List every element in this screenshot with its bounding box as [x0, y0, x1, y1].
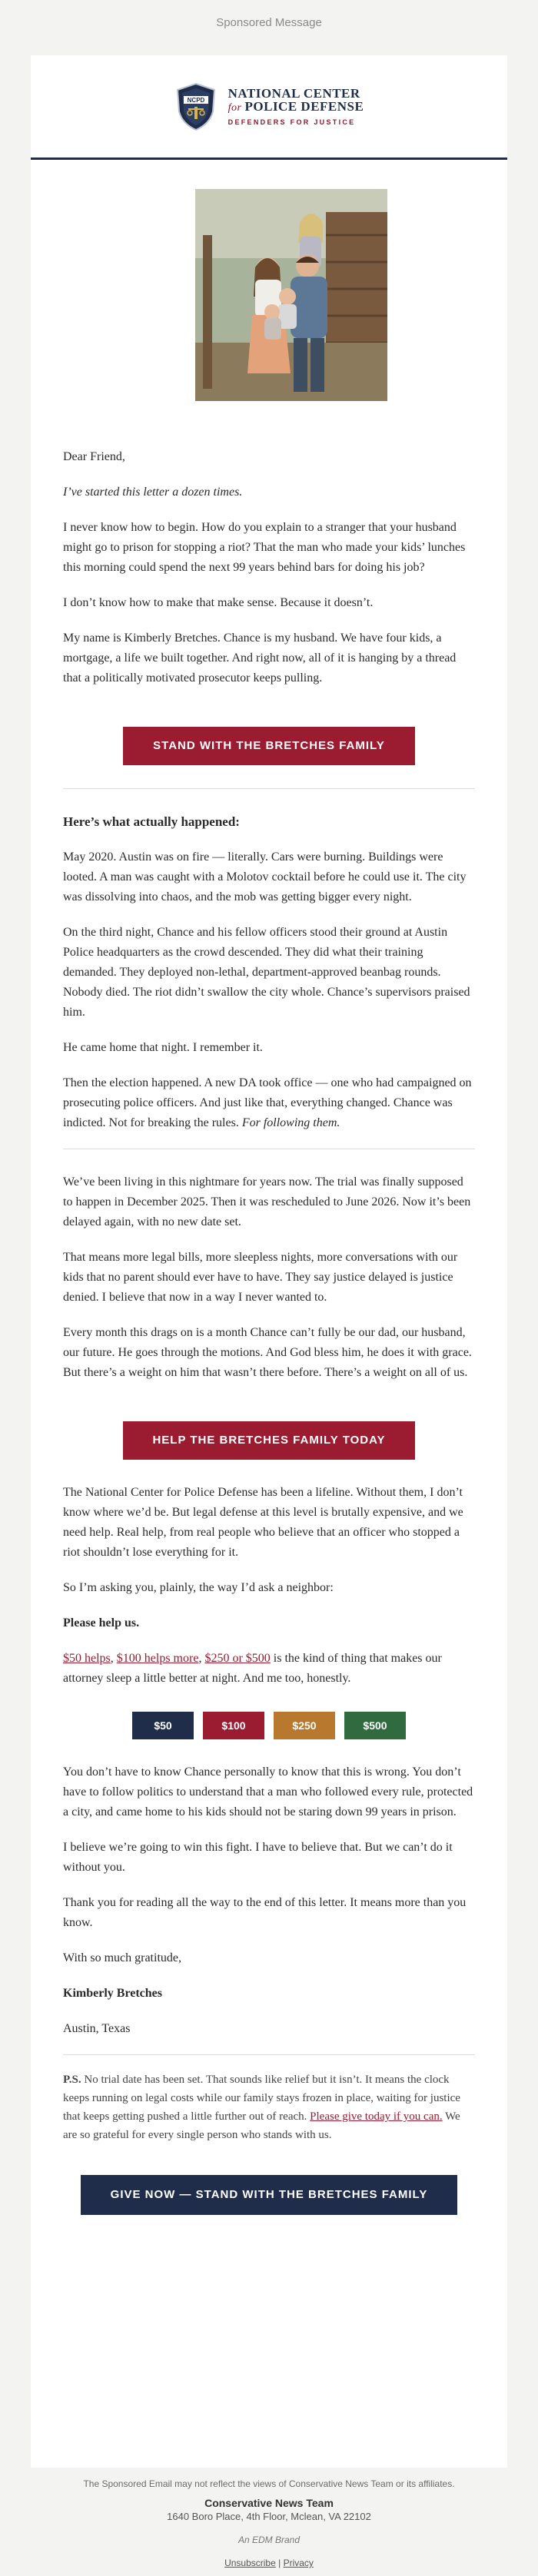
badge-text: NCPD — [187, 96, 204, 104]
letter-paragraph: He came home that night. I remember it. — [63, 1041, 263, 1054]
footer-address: 1640 Boro Place, 4th Floor, Mclean, VA 22102 — [167, 2511, 371, 2522]
letter-paragraph: You don’t have to know Chance personally to know that this is wrong. You don’t have to follow politics to understand that a man who followed every rule, protected a city, and came home to his kids should not be staring down 99 years in prison. — [63, 1765, 473, 1818]
cta-row — [63, 2175, 475, 2215]
signature-location: Austin, Texas — [63, 2022, 131, 2035]
unsubscribe-link[interactable]: Unsubscribe — [224, 2558, 276, 2568]
privacy-link[interactable]: Privacy — [283, 2558, 314, 2568]
give-250-500-link[interactable]: $250 or $500 — [204, 1652, 271, 1665]
amount-500-button[interactable]: $500 — [344, 1712, 406, 1739]
brand-name-line2 — [228, 100, 364, 114]
footer-disclaimer: The Sponsored Email may not reflect the views of Conservative News Team or its affiliates. — [83, 2478, 455, 2489]
divider — [63, 788, 475, 789]
give-50-link[interactable]: $50 helps — [63, 1652, 111, 1665]
give-today-link[interactable]: Please give today if you can. — [310, 2110, 443, 2123]
brand-name-line1: NATIONAL CENTER — [227, 85, 360, 101]
divider — [63, 2054, 475, 2055]
ps-text: No trial date has been set. That sounds like relief but it isn’t. It means the clock keeps running on legal costs while our family stays frozen in place, waiting for justice that keeps getting pushed a little further out of reach. — [63, 2074, 460, 2123]
brand-for: for — [227, 102, 242, 114]
link-separator: , — [110, 1652, 117, 1665]
email-footer — [0, 2472, 538, 2568]
email-card — [31, 55, 507, 2468]
footer-edm-brand: An EDM Brand — [237, 2535, 301, 2545]
stand-with-family-button[interactable]: STAND WITH THE BRETCHES FAMILY — [123, 727, 415, 765]
letter-paragraph: Every month this drags on is a month Chance can’t fully be our dad, our husband, our future. He goes through the motions. And God bless him, he does it with grace. But there’s a weight on him that wasn’t there before. There’s a weight on all of us. — [63, 1326, 472, 1379]
closing: With so much gratitude, — [63, 1951, 181, 1964]
letter-paragraph: My name is Kimberly Bretches. Chance is my husband. We have four kids, a mortgage, a life we built together. And right now, all of it is hanging by a thread that a politically motivated prosecutor keeps pulling. — [63, 632, 457, 685]
letter-paragraph: So I’m asking you, plainly, the way I’d ask a neighbor: — [63, 1581, 334, 1594]
family-photo — [195, 189, 387, 401]
letter-paragraph — [63, 1073, 475, 1133]
shield-badge-icon — [174, 82, 218, 131]
footer-org-name: Conservative News Team — [204, 2497, 334, 2509]
ps-text: We are so grateful for every single person who stands with us. — [63, 2110, 460, 2141]
ncpd-logo[interactable] — [174, 82, 364, 131]
letter-paragraph: I believe we’re going to win this fight. I have to believe that. But we can’t do it without you. — [63, 1841, 453, 1874]
letter-body — [63, 447, 475, 2238]
section-title: Here’s what actually happened: — [63, 814, 240, 829]
emphasis-text: For following them. — [241, 1116, 340, 1129]
sponsored-banner: Sponsored Message — [216, 15, 322, 29]
paragraph-text: Then the election happened. A new DA took office — one who had campaigned on prosecuting police officers. And just like that, everything changed. Chance was indicted. Not for breaking the rules. — [63, 1076, 472, 1129]
cta-row — [63, 727, 475, 765]
please-help-heading: Please help us. — [63, 1616, 140, 1629]
give-now-button[interactable]: GIVE NOW — STAND WITH THE BRETCHES FAMILY — [81, 2175, 457, 2215]
footer-link-divider: | — [275, 2558, 284, 2568]
letter-paragraph — [63, 1649, 475, 1689]
letter-paragraph: May 2020. Austin was on fire — literally. Cars were burning. Buildings were looted. A man was caught with a Molotov cocktail before he could use it. The city was dissolving into chaos, and the mob was getting bigger every night. — [63, 850, 467, 903]
help-family-today-button[interactable]: HELP THE BRETCHES FAMILY TODAY — [123, 1421, 415, 1460]
email-header — [31, 55, 507, 160]
brand-name-line2-text: POLICE DEFENSE — [244, 99, 364, 114]
letter-paragraph: Thank you for reading all the way to the end of this letter. It means more than you know. — [63, 1896, 467, 1929]
donation-amounts — [63, 1712, 475, 1739]
ps-label: P.S. — [63, 2074, 81, 2086]
letter-paragraph: I don’t know how to make that make sense. Because it doesn’t. — [63, 596, 374, 609]
letter-paragraph: I never know how to begin. How do you explain to a stranger that your husband might go to prison for stopping a riot? That the man who made your kids’ lunches this morning could spend the next 99 years behind bars for doing his job? — [63, 521, 466, 574]
letter-paragraph: That means more legal bills, more sleepless nights, more conversations with our kids that no parent should ever have to have. They say justice delayed is justice denied. I believe that now in a way I never wanted to. — [63, 1251, 458, 1304]
amount-100-button[interactable]: $100 — [203, 1712, 264, 1739]
letter-paragraph: The National Center for Police Defense has been a lifeline. Without them, I don’t know where we’d be. But legal defense at this level is brutally expensive, and we need help. Real help, from real people who believe that an officer who stopped a riot shouldn’t lose everything for it. — [63, 1486, 463, 1559]
paragraph-text: is the kind of thing that makes our attorney sleep a little better at night. And me too, honestly. — [63, 1652, 442, 1685]
letter-paragraph: I’ve started this letter a dozen times. — [63, 486, 243, 499]
footer-links — [0, 2558, 538, 2568]
letter-paragraph: On the third night, Chance and his fellow officers stood their ground at Austin Police headquarters as the crowd descended. They did what their training demanded. They deployed non-lethal, department-approved beanbag rounds. Nobody died. The riot didn’t swallow the city whole. Chance’s supervisors praised him. — [63, 926, 470, 1019]
signature-name: Kimberly Bretches — [63, 1987, 163, 2000]
letter-paragraph: We’ve been living in this nightmare for years now. The trial was finally supposed to happen in December 2025. Then it was rescheduled to June 2026. Now it’s been delayed again, with no new date set. — [63, 1175, 471, 1228]
cta-row — [63, 1421, 475, 1460]
link-separator: , — [198, 1652, 205, 1665]
postscript — [63, 2070, 475, 2144]
give-100-link[interactable]: $100 helps more — [116, 1652, 199, 1665]
greeting: Dear Friend, — [63, 450, 125, 463]
brand-tagline: DEFENDERS FOR JUSTICE — [227, 118, 356, 127]
family-photo-illustration — [195, 189, 387, 401]
amount-50-button[interactable]: $50 — [132, 1712, 194, 1739]
amount-250-button[interactable]: $250 — [274, 1712, 335, 1739]
